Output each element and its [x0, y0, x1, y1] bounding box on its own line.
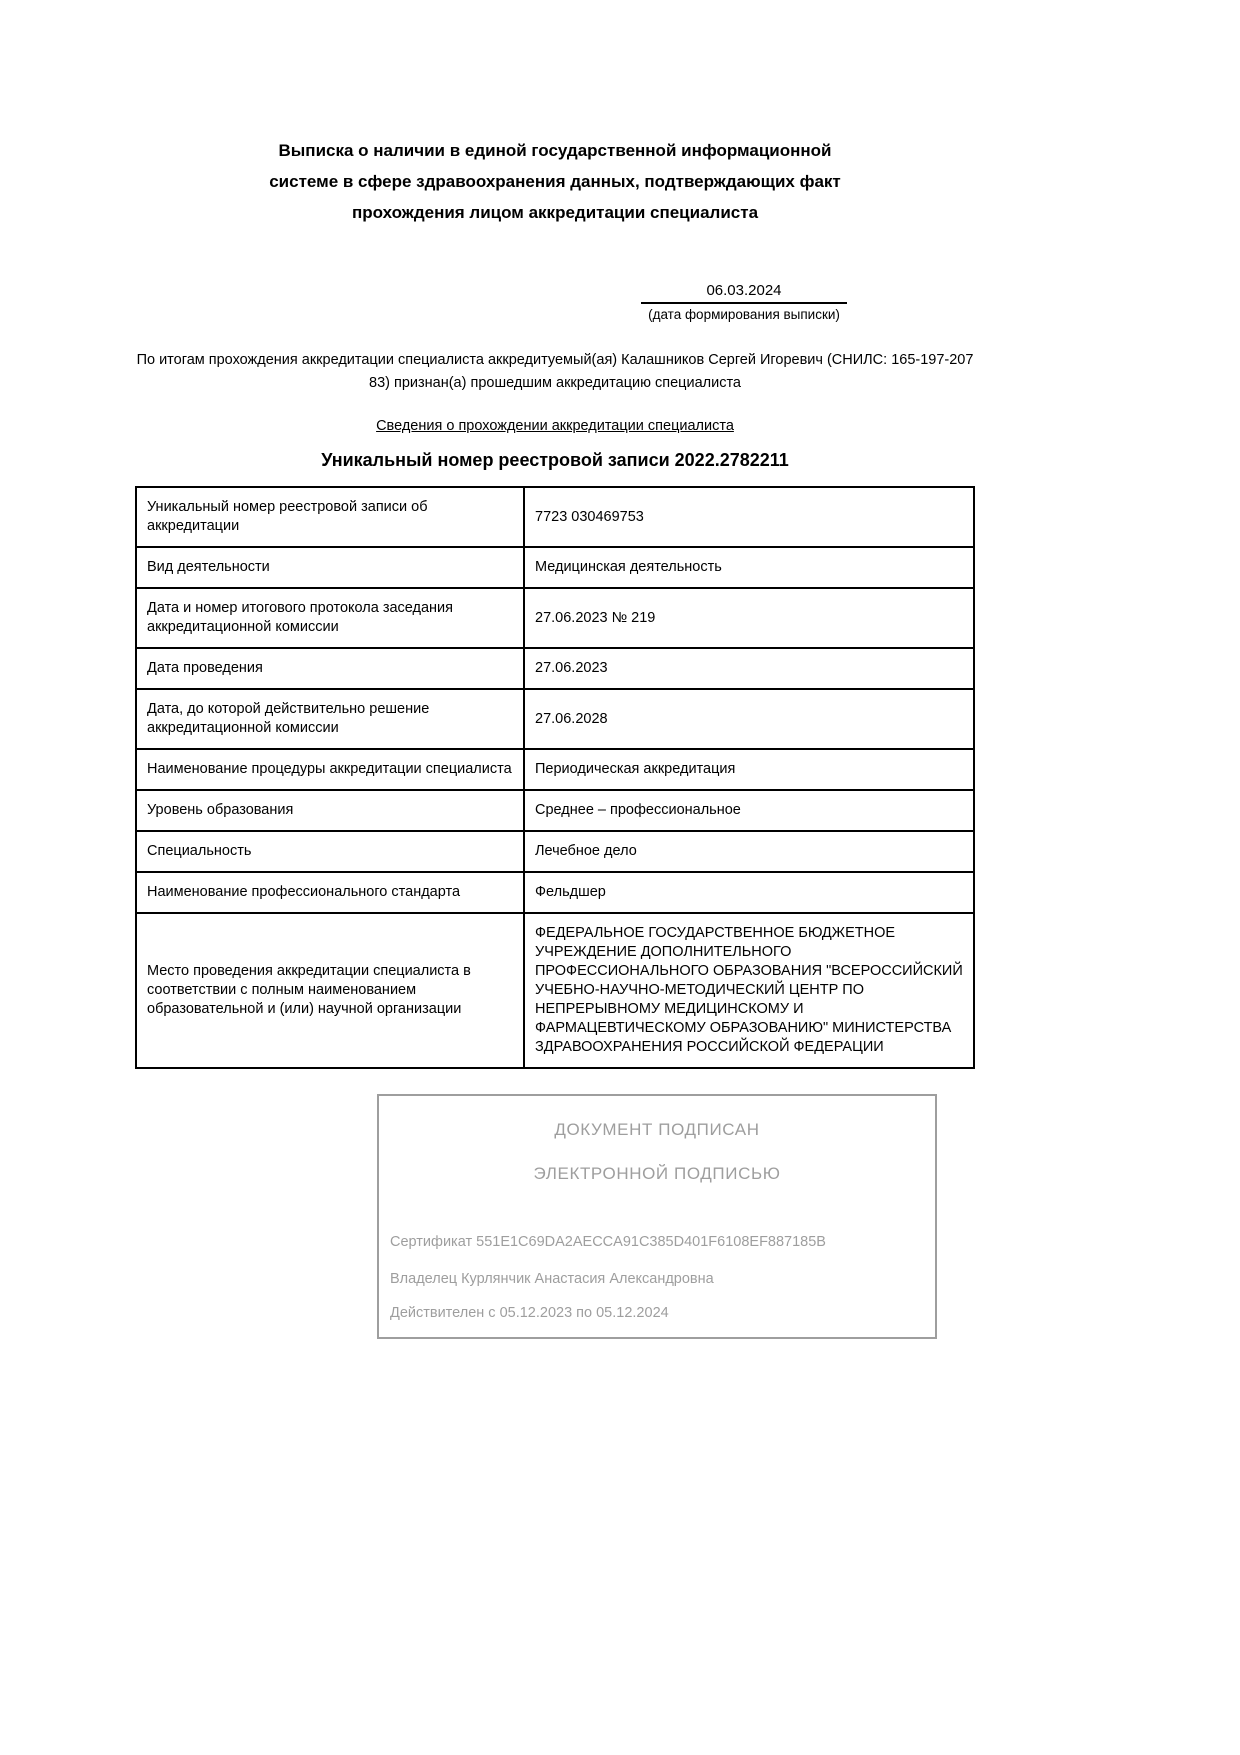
row-value: Периодическая аккредитация	[524, 749, 974, 790]
electronic-signature-stamp	[377, 1094, 937, 1339]
table-row	[136, 913, 974, 1068]
registry-number-heading: Уникальный номер реестровой записи 2022.2782211	[321, 450, 789, 470]
title-line-1: Выписка о наличии в единой государственной информационной	[278, 141, 832, 160]
signature-validity: Действителен с 05.12.2023 по 05.12.2024	[390, 1305, 669, 1321]
row-value: 27.06.2028	[524, 689, 974, 749]
signature-certificate: Сертификат 551E1C69DA2AECCA91C385D401F6108EF887185B	[390, 1234, 826, 1250]
extract-date: 06.03.2024	[641, 282, 847, 304]
table-row	[136, 547, 974, 588]
row-label: Дата проведения	[136, 648, 524, 689]
row-label: Уникальный номер реестровой записи об аккредитации	[136, 487, 524, 547]
row-label: Наименование профессионального стандарта	[136, 872, 524, 913]
row-label: Место проведения аккредитации специалиста в соответствии с полным наименованием образовательной и (или) научной организации	[136, 913, 524, 1068]
signature-owner: Владелец Курлянчик Анастасия Александровна	[390, 1271, 714, 1287]
row-label: Специальность	[136, 831, 524, 872]
table-row	[136, 790, 974, 831]
table-row	[136, 588, 974, 648]
title-line-2: системе в сфере здравоохранения данных, подтверждающих факт	[269, 172, 841, 191]
row-value: Лечебное дело	[524, 831, 974, 872]
row-label: Наименование процедуры аккредитации специалиста	[136, 749, 524, 790]
row-value: Фельдшер	[524, 872, 974, 913]
row-value: Среднее – профессиональное	[524, 790, 974, 831]
document-title	[135, 135, 975, 228]
extract-date-caption: (дата формирования выписки)	[648, 307, 840, 322]
accreditation-table-body	[136, 487, 974, 1068]
table-row	[136, 749, 974, 790]
row-value: 27.06.2023 № 219	[524, 588, 974, 648]
extract-date-block	[641, 282, 847, 322]
table-row	[136, 831, 974, 872]
document-page	[135, 0, 975, 1339]
row-label: Дата и номер итогового протокола заседания аккредитационной комиссии	[136, 588, 524, 648]
accreditation-table	[135, 486, 975, 1069]
row-label: Вид деятельности	[136, 547, 524, 588]
row-label: Дата, до которой действительно решение аккредитационной комиссии	[136, 689, 524, 749]
row-value: 7723 030469753	[524, 487, 974, 547]
section-heading: Сведения о прохождении аккредитации специалиста	[376, 418, 734, 434]
title-line-3: прохождения лицом аккредитации специалиста	[351, 203, 759, 222]
row-value: ФЕДЕРАЛЬНОЕ ГОСУДАРСТВЕННОЕ БЮДЖЕТНОЕ УЧРЕЖДЕНИЕ ДОПОЛНИТЕЛЬНОГО ПРОФЕССИОНАЛЬНОГО ОБРАЗОВАНИЯ "ВСЕРОССИЙСКИЙ УЧЕБНО-НАУЧНО-МЕТОДИЧЕСКИЙ ЦЕНТР ПО НЕПРЕРЫВНОМУ МЕДИЦИНСКОМУ И ФАРМАЦЕВТИЧЕСКОМУ ОБРАЗОВАНИЮ" МИНИСТЕРСТВА ЗДРАВООХРАНЕНИЯ РОССИЙСКОЙ ФЕДЕРАЦИИ	[524, 913, 974, 1068]
intro-paragraph: По итогам прохождения аккредитации специалиста аккредитуемый(ая) Калашников Сергей Игоревич (СНИЛС: 165-197-207 83) признан(а) прошедшим аккредитацию специалиста	[136, 352, 974, 391]
row-value: 27.06.2023	[524, 648, 974, 689]
table-row	[136, 487, 974, 547]
table-row	[136, 689, 974, 749]
row-value: Медицинская деятельность	[524, 547, 974, 588]
table-row	[136, 872, 974, 913]
signature-header-line-2: ЭЛЕКТРОННОЙ ПОДПИСЬЮ	[533, 1164, 781, 1183]
row-label: Уровень образования	[136, 790, 524, 831]
signature-header-line-1: ДОКУМЕНТ ПОДПИСАН	[554, 1120, 760, 1139]
table-row	[136, 648, 974, 689]
